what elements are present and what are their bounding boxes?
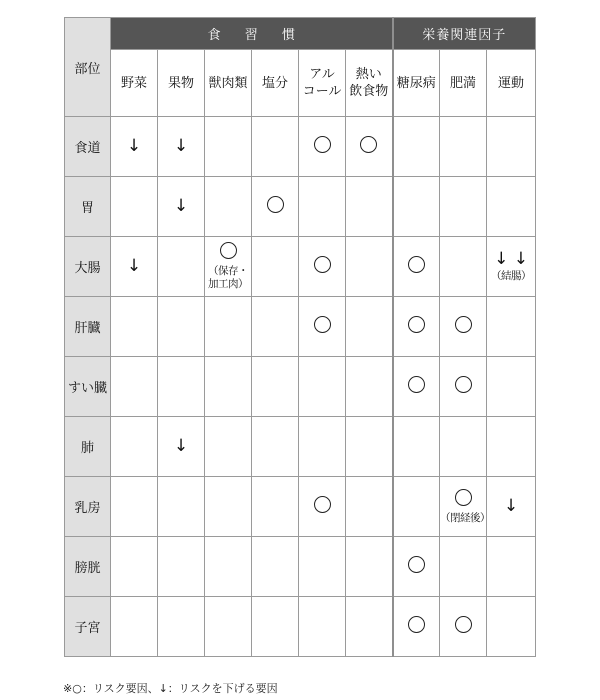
risk-cell (440, 237, 487, 297)
risk-reducing-arrow-icon: ↓ ↓ (494, 248, 528, 269)
risk-cell (346, 357, 393, 417)
factor-header-line2: 飲食物 (349, 84, 389, 99)
organ-label: すい臓 (65, 357, 111, 417)
risk-cell (393, 537, 440, 597)
factor-header-line1: アル (309, 67, 335, 82)
risk-factor-circle-icon (455, 316, 472, 333)
risk-cell (299, 597, 346, 657)
factor-header (393, 50, 440, 117)
risk-cell (158, 417, 205, 477)
risk-cell (487, 597, 536, 657)
risk-cell (440, 117, 487, 177)
risk-cell (440, 477, 491, 537)
risk-cell (205, 477, 252, 537)
table-row (65, 597, 536, 657)
factor-header (487, 50, 536, 117)
risk-factor-circle-icon (408, 256, 425, 273)
table-row (65, 237, 536, 297)
risk-cell (346, 477, 393, 537)
risk-cell (205, 297, 252, 357)
risk-cell (205, 357, 252, 417)
organ-label: 乳房 (65, 477, 111, 537)
organ-label: 膀胱 (65, 537, 111, 597)
risk-cell (487, 417, 536, 477)
risk-cell (393, 237, 440, 297)
risk-cell (299, 357, 346, 417)
organ-label: 胃 (65, 177, 111, 237)
risk-factor-circle-icon (408, 316, 425, 333)
risk-factor-circle-icon (360, 136, 377, 153)
risk-cell (299, 297, 346, 357)
risk-cell (111, 357, 158, 417)
risk-cell (487, 117, 536, 177)
risk-cell (440, 297, 487, 357)
risk-cell (299, 177, 346, 237)
risk-cell (111, 297, 158, 357)
risk-cell (393, 177, 440, 237)
factor-header (346, 50, 393, 117)
cell-note: （保存・加工肉） (208, 265, 248, 290)
risk-factor-circle-icon (314, 136, 331, 153)
factor-header (205, 50, 252, 117)
risk-factor-circle-icon (314, 496, 331, 513)
risk-reducing-arrow-icon: ↓ (503, 496, 519, 516)
risk-cell (346, 237, 393, 297)
factor-header-line1: 塩分 (261, 75, 288, 91)
risk-cell (158, 537, 205, 597)
risk-cell (205, 177, 252, 237)
risk-cell (299, 117, 346, 177)
risk-cell (111, 597, 158, 657)
risk-reducing-arrow-icon: ↓ (173, 196, 189, 216)
risk-factor-circle-icon (314, 316, 331, 333)
risk-cell (393, 297, 440, 357)
risk-cell (252, 597, 299, 657)
factor-header (158, 50, 205, 117)
factor-header (111, 50, 158, 117)
nutrition-group-header: 栄養関連因子 (393, 18, 536, 50)
risk-factor-circle-icon (408, 556, 425, 573)
risk-cell (346, 417, 393, 477)
cell-note: （閉経後） (440, 511, 491, 524)
table-row (65, 357, 536, 417)
risk-cell (440, 597, 487, 657)
risk-cell (111, 417, 158, 477)
risk-cell (440, 357, 487, 417)
risk-factor-circle-icon (408, 616, 425, 633)
risk-cell (299, 237, 346, 297)
factor-header-line1: 肥満 (450, 75, 477, 91)
risk-cell (299, 537, 346, 597)
risk-cell (158, 177, 205, 237)
risk-cell (393, 117, 440, 177)
risk-cell (252, 177, 299, 237)
organ-label: 肺 (65, 417, 111, 477)
footnote: ※○：リスク要因、↓：リスクを下げる要因 (63, 682, 278, 695)
risk-reducing-arrow-icon: ↓ (126, 256, 142, 276)
table-row (65, 177, 536, 237)
table-row (65, 417, 536, 477)
risk-cell (487, 477, 536, 537)
risk-cell (440, 177, 487, 237)
factor-header-row (65, 50, 536, 117)
risk-cell (487, 297, 536, 357)
risk-cell (487, 357, 536, 417)
risk-cell (299, 477, 346, 537)
risk-factor-circle-icon (408, 376, 425, 393)
risk-cell (205, 417, 252, 477)
table-row (65, 477, 536, 537)
risk-cell (205, 237, 252, 297)
risk-factor-circle-icon (267, 196, 284, 213)
risk-factor-circle-icon (220, 242, 237, 259)
risk-cell (252, 477, 299, 537)
risk-factor-circle-icon (455, 376, 472, 393)
risk-cell (346, 117, 393, 177)
risk-cell (252, 117, 299, 177)
table-body (65, 117, 536, 657)
risk-cell (111, 537, 158, 597)
risk-cell (487, 177, 536, 237)
factor-header (252, 50, 299, 117)
risk-cell (205, 537, 252, 597)
risk-reducing-arrow-icon: ↓ (173, 136, 189, 156)
risk-cell (252, 297, 299, 357)
risk-cell (205, 597, 252, 657)
factor-header (440, 50, 487, 117)
diet-group-header: 食 習 慣 (111, 18, 393, 50)
risk-cell (346, 297, 393, 357)
table-row (65, 117, 536, 177)
risk-cell (346, 177, 393, 237)
risk-table-container (64, 17, 535, 657)
factor-header-line2: コール (302, 84, 342, 99)
risk-cell (252, 237, 299, 297)
risk-cell (111, 177, 158, 237)
factor-header-line1: 果物 (167, 75, 194, 91)
factor-header-line1: 野菜 (120, 75, 147, 91)
risk-reducing-arrow-icon: ↓ (173, 436, 189, 456)
risk-cell (393, 477, 440, 537)
risk-factor-circle-icon (455, 489, 472, 506)
factor-header-line1: 熱い (355, 67, 382, 82)
organ-label: 肝臓 (65, 297, 111, 357)
risk-cell (158, 597, 205, 657)
factor-header (299, 50, 346, 117)
risk-cell (440, 417, 487, 477)
table-row (65, 537, 536, 597)
factor-header-line1: 運動 (498, 75, 525, 91)
risk-cell (111, 117, 158, 177)
risk-cell (158, 477, 205, 537)
risk-cell (393, 417, 440, 477)
risk-cell (440, 537, 487, 597)
factor-header-line1: 獣肉類 (208, 75, 248, 91)
organ-column-header: 部位 (65, 18, 111, 117)
risk-cell (487, 537, 536, 597)
risk-cell (393, 357, 440, 417)
risk-cell (393, 597, 440, 657)
organ-label: 大腸 (65, 237, 111, 297)
risk-cell (252, 537, 299, 597)
risk-cell (158, 117, 205, 177)
risk-cell (346, 597, 393, 657)
risk-cell (205, 117, 252, 177)
risk-cell (158, 237, 205, 297)
risk-factor-circle-icon (314, 256, 331, 273)
risk-cell (487, 237, 536, 297)
risk-cell (299, 417, 346, 477)
risk-cell (111, 477, 158, 537)
table-row (65, 297, 536, 357)
organ-label: 食道 (65, 117, 111, 177)
factor-header-line1: 糖尿病 (396, 75, 436, 91)
risk-reducing-arrow-icon: ↓ (126, 136, 142, 156)
risk-cell (252, 417, 299, 477)
cell-note: （結腸） (491, 269, 532, 282)
risk-cell (252, 357, 299, 417)
risk-factor-circle-icon (455, 616, 472, 633)
risk-cell (158, 297, 205, 357)
risk-factor-table (64, 17, 536, 657)
risk-cell (111, 237, 158, 297)
risk-cell (158, 357, 205, 417)
organ-label: 子宮 (65, 597, 111, 657)
risk-cell (346, 537, 393, 597)
